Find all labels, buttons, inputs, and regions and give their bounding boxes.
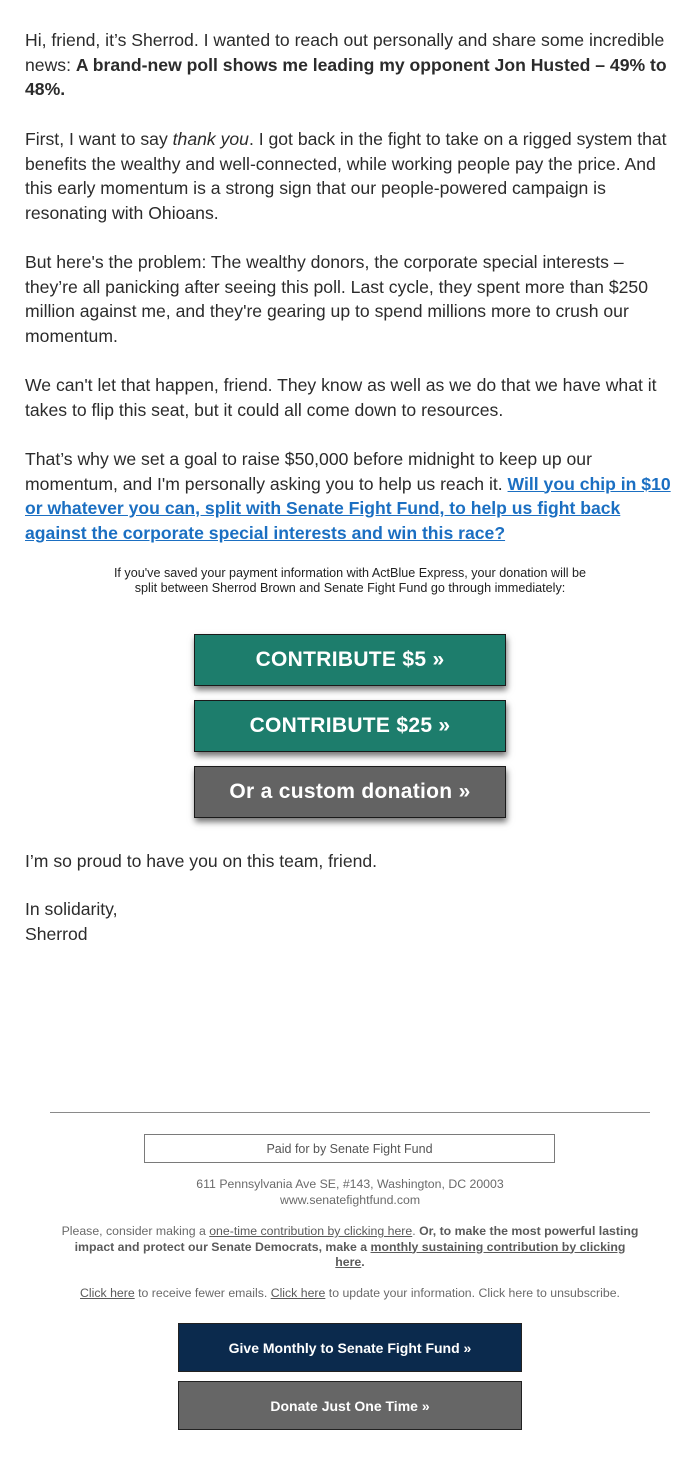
signoff-block	[25, 897, 680, 946]
paid-for-box: Paid for by Senate Fight Fund	[144, 1134, 555, 1163]
fewer-emails-link[interactable]: Click here	[80, 1286, 135, 1300]
consider-end: .	[361, 1255, 365, 1269]
address: 611 Pennsylvania Ave SE, #143, Washington, DC 20003	[196, 1177, 504, 1191]
paragraph-goal	[25, 447, 680, 545]
footer-email-prefs	[60, 1286, 640, 1302]
poll-headline: A brand-new poll shows me leading my opponent Jon Husted – 49% to 48%.	[25, 54, 667, 99]
footer-divider	[50, 1112, 650, 1113]
intro-text: Hi, friend, it’s Sherrod. I wanted to reach out personally and share some incredible news:	[25, 30, 665, 75]
donate-one-time-button[interactable]: Donate Just One Time »	[178, 1381, 522, 1430]
website: www.senatefightfund.com	[279, 1192, 421, 1207]
signoff: In solidarity,	[25, 899, 118, 919]
consider-bold: Or, to make the most powerful lasting impact and protect our Senate Democrats, make a	[74, 1224, 639, 1254]
resources-text: We can't let that happen, friend. They know as well as we do that we have what it takes to flip this seat, but it could all come down to resources.	[25, 375, 657, 420]
thanks-pre: First, I want to say	[25, 129, 173, 149]
chip-in-link[interactable]: Will you chip in $10 or whatever you can, split with Senate Fight Fund, to help us fight back against the corporate special interests and win this race?	[25, 473, 671, 543]
consider-pre: Please, consider making a	[61, 1224, 210, 1238]
custom-donation-button[interactable]: Or a custom donation »	[194, 766, 506, 818]
goal-text: That’s why we set a goal to raise $50,000 before midnight to keep up our momentum, and I'm personally asking you to help us reach it.	[25, 449, 592, 494]
problem-text: But here's the problem: The wealthy donors, the corporate special interests – they’re all panicking after seeing this poll. Last cycle, they spent more than $250 million against me, and they're gearing up to spend millions more to crush our momentum.	[25, 252, 648, 346]
one-time-contribution-link[interactable]: one-time contribution by clicking here	[209, 1224, 413, 1238]
paragraph-intro	[25, 28, 680, 102]
contribute-25-button[interactable]: CONTRIBUTE $25 »	[194, 700, 506, 752]
footer-address-block	[60, 1177, 640, 1208]
paragraph-resources	[25, 373, 680, 422]
paragraph-problem	[25, 250, 680, 348]
footer-consider-block	[60, 1224, 640, 1271]
fewer-emails-text: to receive fewer emails.	[134, 1286, 271, 1300]
actblue-express-note: If you've saved your payment information with ActBlue Express, your donation will be split between Sherrod Brown and Senate Fight Fund go through immediately:	[113, 566, 587, 595]
thanks-emphasis: thank you	[172, 129, 249, 149]
contribute-5-button[interactable]: CONTRIBUTE $5 »	[194, 634, 506, 686]
signature: Sherrod	[25, 923, 88, 944]
closing-line	[25, 849, 680, 874]
paragraph-thanks	[25, 127, 680, 225]
monthly-contribution-link[interactable]: monthly sustaining contribution by clicking here	[335, 1239, 626, 1269]
consider-mid: .	[412, 1224, 420, 1238]
thanks-post: . I got back in the fight to take on a rigged system that benefits the wealthy and well-connected, while working people pay the price. And this early momentum is a strong sign that our people-powered campaign is resonating with Ohioans.	[25, 129, 667, 223]
update-info-text: to update your information. Click here to unsubscribe.	[325, 1286, 620, 1300]
give-monthly-button[interactable]: Give Monthly to Senate Fight Fund »	[178, 1323, 522, 1372]
update-info-link[interactable]: Click here	[270, 1286, 326, 1300]
closing-text: I’m so proud to have you on this team, friend.	[25, 851, 378, 871]
